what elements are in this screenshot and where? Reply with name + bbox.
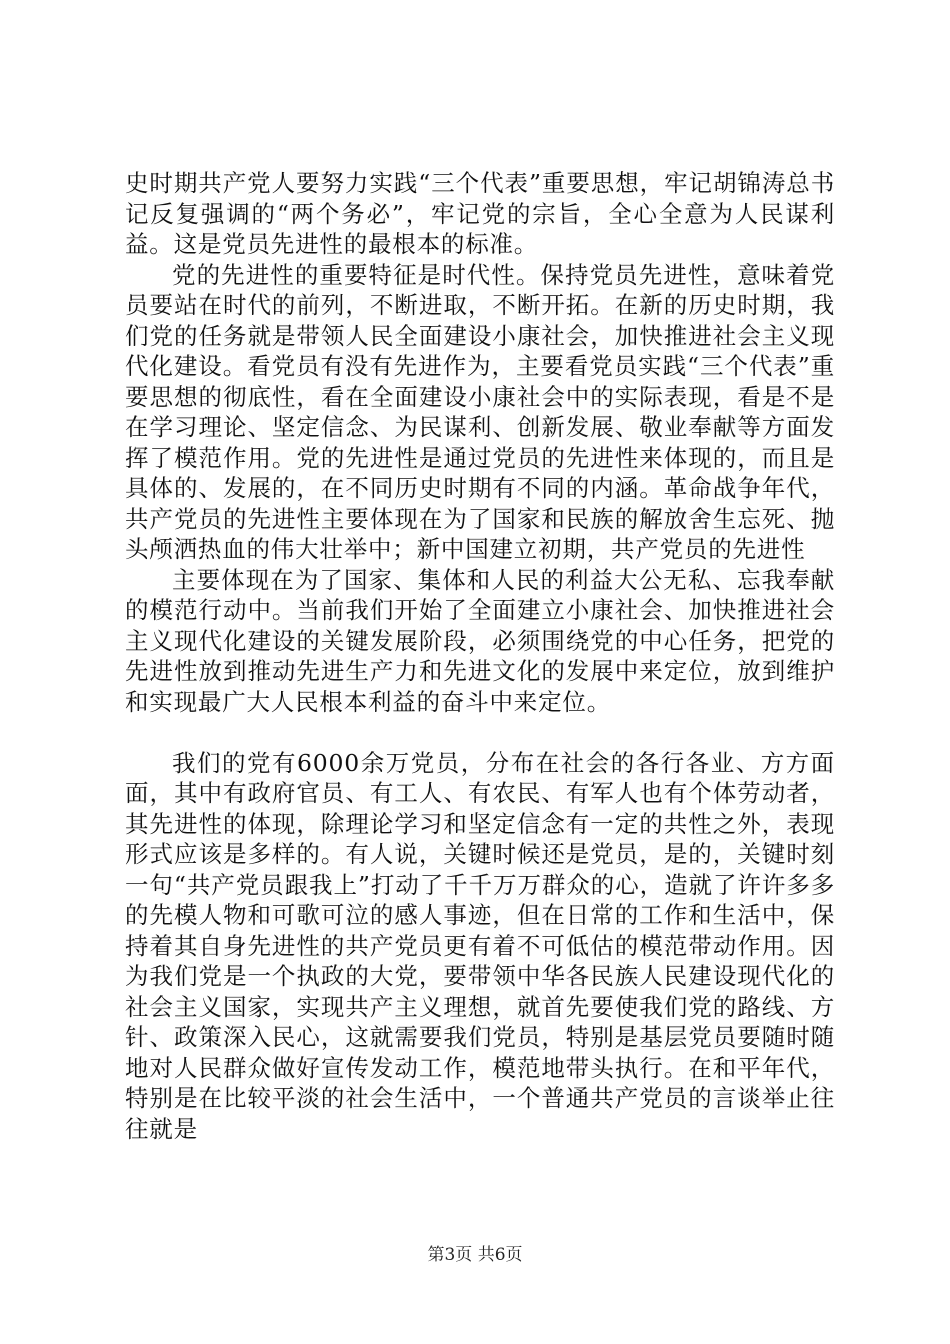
document-body: [125, 168, 835, 1144]
page-footer: 第3页 共6页: [427, 1245, 523, 1265]
paragraph: 主要体现在为了国家、集体和人民的利益大公无私、忘我奉献的模范行动中。当前我们开始了全面建立小康社会、加快推进社会主义现代化建设的关键发展阶段，必须围绕党的中心任务，把党的先进性放到推动先进生产力和先进文化的发展中来定位，放到维护和实现最广大人民根本利益的奋斗中来定位。: [125, 565, 835, 716]
paragraph: 我们的党有6000余万党员，分布在社会的各行各业、方方面面，其中有政府官员、有工人、有农民、有军人也有个体劳动者，其先进性的体现，除理论学习和坚定信念有一定的共性之外，表现形式应该是多样的。有人说，关键时候还是党员，是的，关键时刻一句“共产党员跟我上”打动了千千万万群众的心，造就了许许多多的先模人物和可歌可泣的感人事迹，但在日常的工作和生活中，保持着其自身先进性的共产党员更有着不可低估的模范带动作用。因为我们党是一个执政的大党，要带领中华各民族人民建设现代化的社会主义国家，实现共产主义理想，就首先要使我们党的路线、方针、政策深入民心，这就需要我们党员，特别是基层党员要随时随地对人民群众做好宣传发动工作，模范地带头执行。在和平年代，特别是在比较平淡的社会生活中，一个普通共产党员的言谈举止往往就是: [125, 748, 835, 1143]
paragraph: 党的先进性的重要特征是时代性。保持党员先进性，意味着党员要站在时代的前列，不断进取，不断开拓。在新的历史时期，我们党的任务就是带领人民全面建设小康社会，加快推进社会主义现代化建设。看党员有没有先进作为，主要看党员实践“三个代表”重要思想的彻底性，看在全面建设小康社会中的实际表现，看是不是在学习理论、坚定信念、为民谋利、创新发展、敬业奉献等方面发挥了模范作用。党的先进性是通过党员的先进性来体现的，而且是具体的、发展的，在不同历史时期有不同的内涵。革命战争年代，共产党员的先进性主要体现在为了国家和民族的解放舍生忘死、抛头颅洒热血的伟大壮举中；新中国建立初期，共产党员的先进性: [125, 260, 835, 563]
paragraph-continued: 史时期共产党人要努力实践“三个代表”重要思想，牢记胡锦涛总书记反复强调的“两个务必”，牢记党的宗旨，全心全意为人民谋利益。这是党员先进性的最根本的标准。: [125, 169, 835, 258]
